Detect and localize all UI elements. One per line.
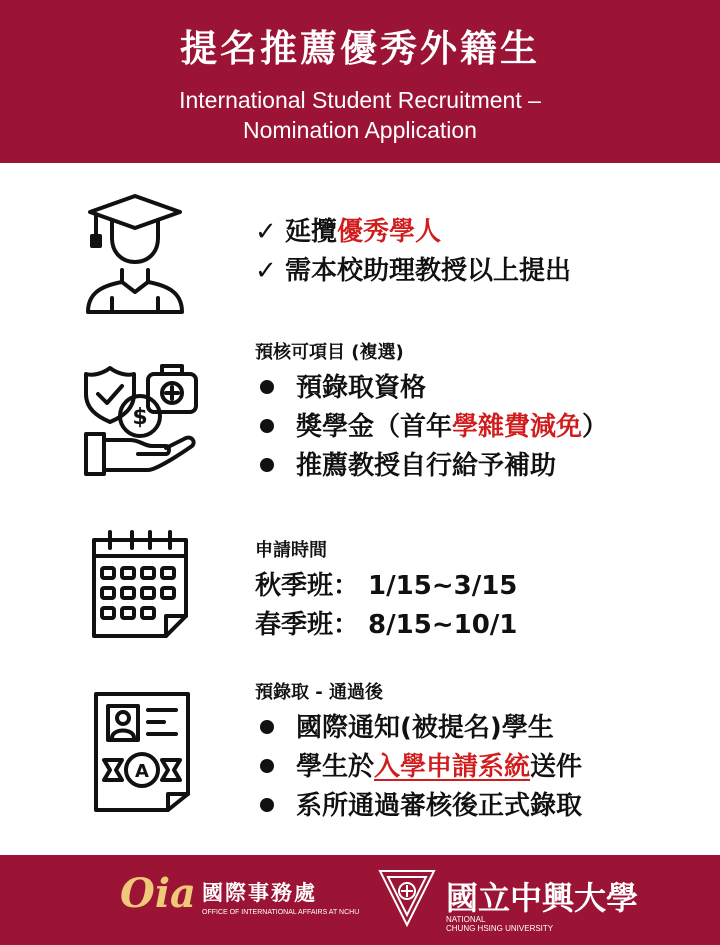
check-item-1 xyxy=(255,213,571,252)
section-preapproval-text xyxy=(255,339,608,486)
svg-text:$: $ xyxy=(132,405,148,430)
certificate-icon xyxy=(92,690,192,814)
fall-term-period: 秋季班： 1/15~3/15 xyxy=(255,571,518,601)
bullet-icon xyxy=(260,419,274,433)
page-title: 提名推薦優秀外籍生 xyxy=(180,27,540,70)
section-application-period-text xyxy=(255,537,517,645)
graduate-icon xyxy=(82,190,188,316)
bullet-icon xyxy=(260,759,274,773)
highlight-link-text: 入學申請系統 xyxy=(374,752,531,782)
check-icon: ✓ xyxy=(255,256,277,286)
section-after-admission-text xyxy=(255,679,582,826)
section-recruit-text xyxy=(255,213,571,291)
section-heading: 預錄取 - 通過後 xyxy=(255,682,384,703)
check-item-1-prefix: 延攬 xyxy=(285,217,338,247)
scholarship-icon xyxy=(82,360,200,478)
oia-logo-name: 國際事務處 xyxy=(202,881,317,905)
list-item: 獎學金（首年學雜費減免） xyxy=(255,408,608,447)
list-item: 學生於入學申請系統送件 xyxy=(255,748,582,787)
highlight-text: 學雜費減免 xyxy=(452,412,583,442)
page-subtitle xyxy=(0,85,720,145)
bullet-icon xyxy=(260,720,274,734)
nchu-logo-name: 國立中興大學 xyxy=(446,879,639,917)
section-heading: 預核可項目 (複選) xyxy=(255,342,404,363)
list-item: 推薦教授自行給予補助 xyxy=(255,447,608,486)
nchu-logo-subtitle: NATIONAL CHUNG HSING UNIVERSITY xyxy=(446,915,554,933)
check-item-1-highlight: 優秀學人 xyxy=(337,217,442,247)
subtitle-line-1: International Student Recruitment – xyxy=(179,87,541,113)
section-heading: 申請時間 xyxy=(255,540,327,561)
footer-banner xyxy=(0,855,720,945)
nchu-emblem-icon xyxy=(376,867,438,927)
nchu-logo xyxy=(376,867,639,933)
list-item: 預錄取資格 xyxy=(255,369,608,408)
bullet-icon xyxy=(260,798,274,812)
check-item-2-text: 需本校助理教授以上提出 xyxy=(285,256,572,286)
bullet-icon xyxy=(260,458,274,472)
subtitle-line-2: Nomination Application xyxy=(243,117,477,143)
list-item: 國際通知(被提名)學生 xyxy=(255,709,582,748)
oia-logo-mark: Oia xyxy=(120,870,196,917)
check-icon: ✓ xyxy=(255,217,277,247)
calendar-icon xyxy=(88,530,192,640)
oia-logo-subtitle: OFFICE OF INTERNATIONAL AFFAIRS AT NCHU xyxy=(202,909,360,916)
header-banner xyxy=(0,0,720,163)
list-item: 系所通過審核後正式錄取 xyxy=(255,787,582,826)
svg-text:A: A xyxy=(135,761,149,782)
bullet-icon xyxy=(260,380,274,394)
spring-term-period: 春季班： 8/15~10/1 xyxy=(255,610,518,640)
check-item-2 xyxy=(255,252,571,291)
